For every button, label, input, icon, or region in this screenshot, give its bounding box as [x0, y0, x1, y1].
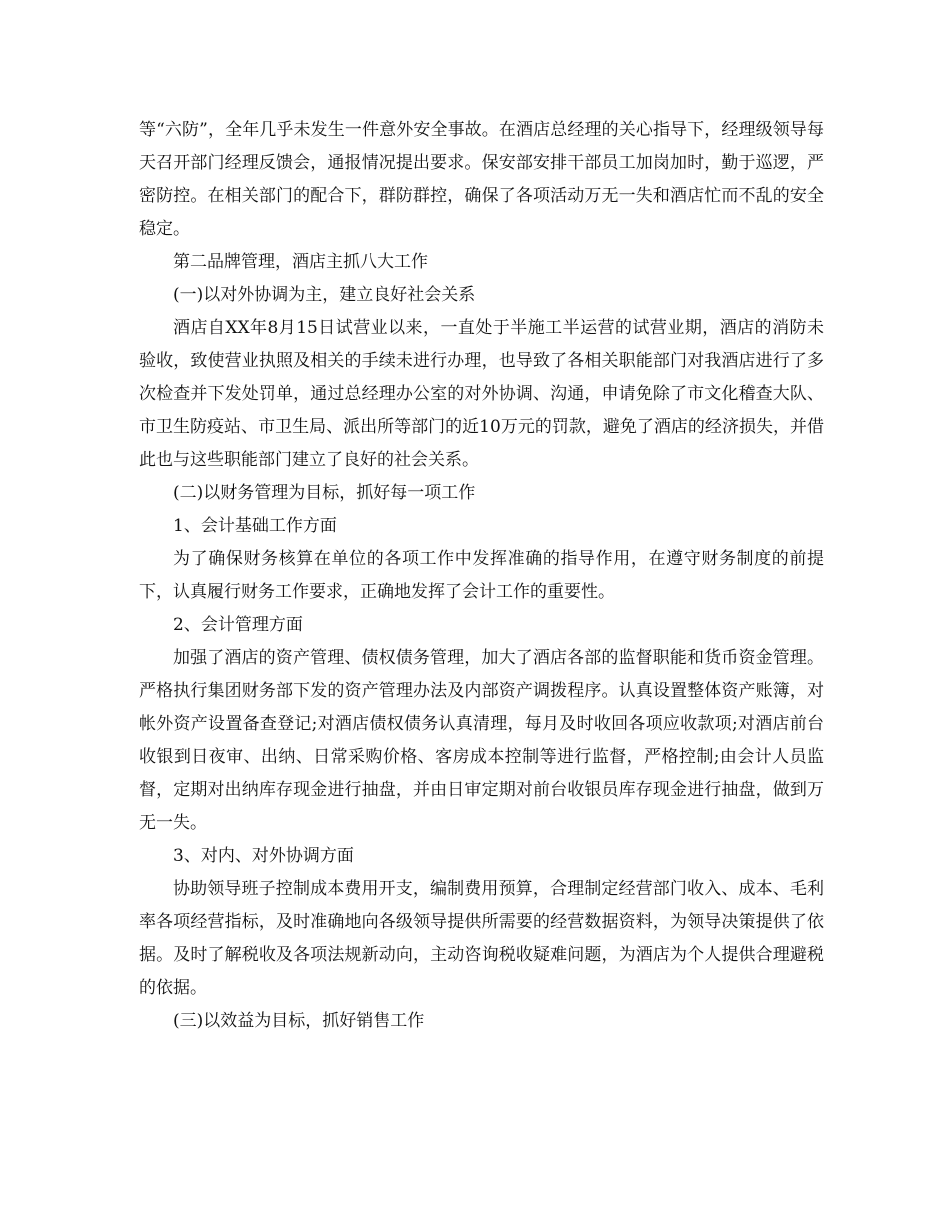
item-heading-coordination: 3、对内、对外协调方面: [173, 846, 354, 866]
subheading-external-coordination: (一)以对外协调为主，建立良好社会关系: [173, 285, 476, 305]
paragraph-accounting-basics: 为了确保财务核算在单位的各项工作中发挥准确的指导作用，在遵守财务制度的前提下，认真履行财务工作要求，正确地发挥了会计工作的重要性。: [139, 549, 824, 602]
paragraph-accounting-management: 加强了酒店的资产管理、债权债务管理，加大了酒店各部的监督职能和货币资金管理。严格执行集团财务部下发的资产管理办法及内部资产调拨程序。认真设置整体资产账簿，对帐外资产设置备查登记;对酒店债权债务认真清理，每月及时收回各项应收款项;对酒店前台收银到日夜审、出纳、日常采购价格、客房成本控制等进行监督，严格控制;由会计人员监督，定期对出纳库存现金进行抽盘，并由日审定期对前台收银员库存现金进行抽盘，做到万无一失。: [139, 648, 824, 833]
section-heading-brand-management: 第二品牌管理，酒店主抓八大工作: [173, 252, 428, 272]
item-heading-accounting-management: 2、会计管理方面: [173, 615, 303, 635]
document-body: [139, 114, 824, 1038]
subheading-financial-management: (二)以财务管理为目标，抓好每一项工作: [173, 483, 476, 503]
paragraph-external-coordination: 酒店自XX年8月15日试营业以来，一直处于半施工半运营的试营业期，酒店的消防未验收，致使营业执照及相关的手续未进行办理，也导致了各相关职能部门对我酒店进行了多次检查并下发处罚单，通过总经理办公室的对外协调、沟通，申请免除了市文化稽查大队、市卫生防疫站、市卫生局、派出所等部门的近10万元的罚款，避免了酒店的经济损失，并借此也与这些职能部门建立了良好的社会关系。: [139, 318, 824, 470]
subheading-sales-work: (三)以效益为目标，抓好销售工作: [173, 1011, 425, 1031]
paragraph-coordination: 协助领导班子控制成本费用开支，编制费用预算，合理制定经营部门收入、成本、毛利率各项经营指标，及时准确地向各级领导提供所需要的经营数据资料，为领导决策提供了依据。及时了解税收及各项法规新动向，主动咨询税收疑难问题，为酒店为个人提供合理避税的依据。: [139, 879, 824, 998]
item-heading-accounting-basics: 1、会计基础工作方面: [173, 516, 337, 536]
paragraph-safety-summary: 等“六防”，全年几乎未发生一件意外安全事故。在酒店总经理的关心指导下，经理级领导每天召开部门经理反馈会，通报情况提出要求。保安部安排干部员工加岗加时，勤于巡逻，严密防控。在相关部门的配合下，群防群控，确保了各项活动万无一失和酒店忙而不乱的安全稳定。: [139, 120, 824, 239]
